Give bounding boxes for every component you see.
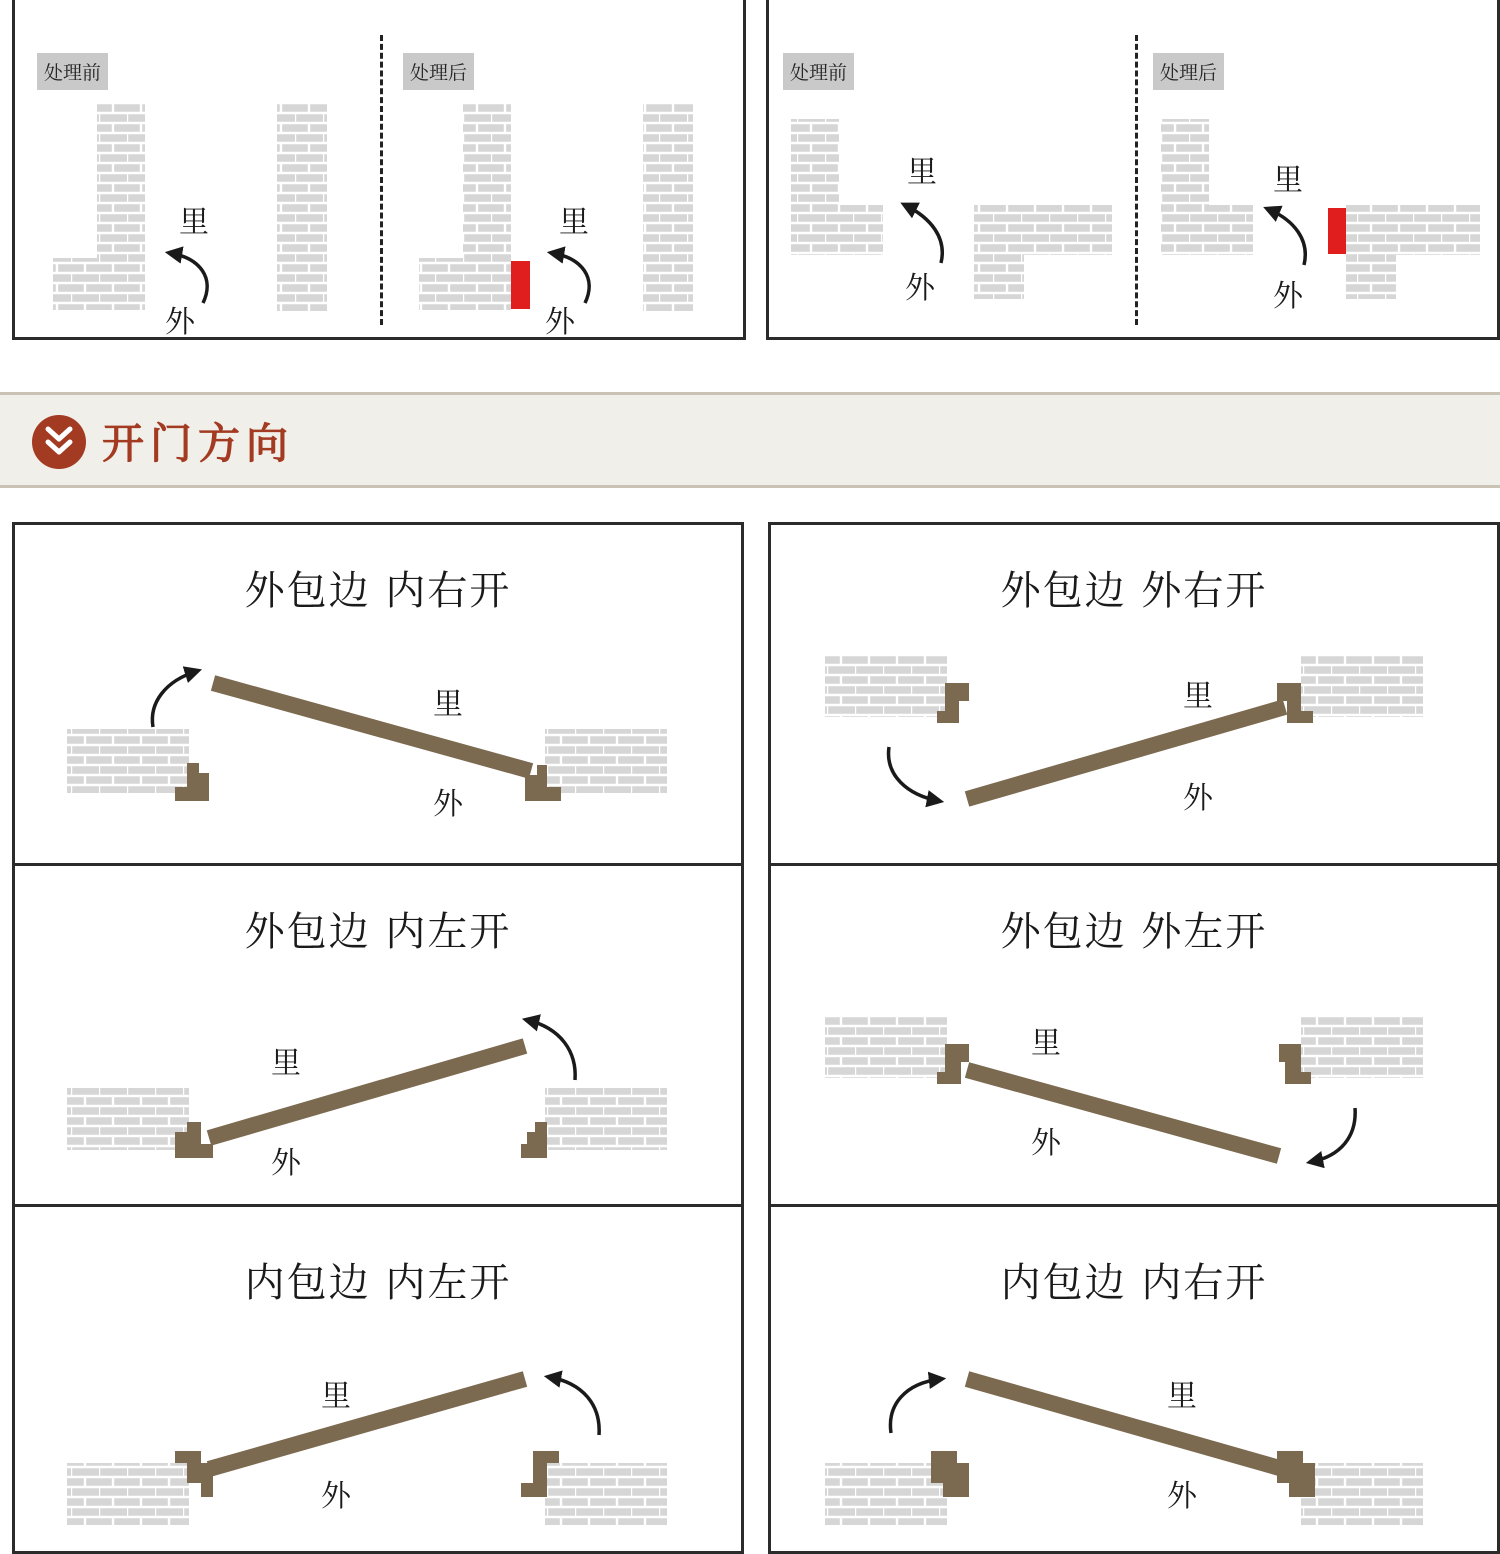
right-frame — [1277, 1451, 1315, 1497]
swing-arrow — [890, 1379, 941, 1433]
door-cell-outer-trim-outward-right — [768, 522, 1500, 866]
right-wall — [1301, 655, 1423, 717]
cell-title: 外包边 内左开 — [244, 909, 512, 955]
outer-label: 外 — [271, 1146, 301, 1181]
right-wall — [545, 729, 667, 793]
right-wall — [1301, 1016, 1423, 1078]
door-diagram — [15, 866, 744, 1207]
door-diagram — [771, 866, 1500, 1207]
door-cell-inner-trim-inward-left — [12, 1204, 744, 1554]
door-leaf — [967, 707, 1285, 799]
cell-title: 外包边 外右开 — [1000, 568, 1268, 614]
left-wall — [67, 1463, 189, 1525]
door-leaf — [967, 1379, 1283, 1469]
outer-label: 外 — [165, 305, 195, 340]
after-tag: 处理后 — [1153, 53, 1224, 90]
right-frame — [521, 1122, 547, 1158]
filler-block — [1328, 208, 1346, 254]
left-wall — [67, 1088, 189, 1150]
swing-arrow — [152, 671, 197, 727]
after-corner-wall — [1346, 205, 1480, 299]
door-cell-outer-trim-inward-right — [12, 522, 744, 866]
door-diagram — [771, 525, 1500, 866]
inner-label: 里 — [559, 205, 589, 240]
after-l-wall — [1161, 119, 1253, 255]
door-cell-inner-trim-inward-right — [768, 1204, 1500, 1554]
corner-wall-drawing — [769, 0, 1500, 340]
door-diagram — [771, 1207, 1500, 1554]
left-wall — [825, 655, 947, 717]
before-corner-wall — [974, 205, 1112, 299]
inner-label: 里 — [1167, 1379, 1197, 1414]
double-chevron-down-icon — [32, 415, 86, 469]
door-diagram — [15, 1207, 744, 1554]
swing-arrow — [549, 1377, 599, 1435]
swing-arrow — [889, 747, 939, 801]
before-tag: 处理前 — [783, 53, 854, 90]
after-l-wall — [419, 103, 511, 310]
outer-label: 外 — [1183, 781, 1213, 816]
right-wall — [1301, 1463, 1423, 1525]
cell-title: 外包边 内右开 — [244, 568, 512, 614]
door-diagram — [15, 525, 744, 866]
cell-title: 内包边 内左开 — [244, 1260, 512, 1306]
outer-label: 外 — [1273, 279, 1303, 314]
cell-title: 外包边 外左开 — [1000, 909, 1268, 955]
cell-title: 内包边 内右开 — [1000, 1260, 1268, 1306]
inner-label: 里 — [179, 205, 209, 240]
outer-label: 外 — [1031, 1126, 1061, 1161]
turn-arrow — [552, 253, 589, 303]
turn-arrow — [170, 253, 207, 303]
corner-wall-panel-3 — [766, 0, 1500, 340]
after-tag: 处理后 — [403, 53, 474, 90]
door-leaf — [213, 683, 531, 771]
right-wall — [545, 1088, 667, 1150]
outer-label: 外 — [545, 305, 575, 340]
door-leaf — [209, 1046, 525, 1138]
turn-arrow — [1268, 209, 1305, 265]
left-wall — [825, 1016, 947, 1078]
door-cell-outer-trim-outward-left — [768, 863, 1500, 1207]
swing-arrow — [527, 1020, 575, 1080]
inner-label: 里 — [907, 155, 937, 190]
door-leaf — [209, 1379, 525, 1469]
section-title: 开门方向 — [102, 419, 295, 468]
outer-label: 外 — [321, 1479, 351, 1514]
left-wall — [825, 1463, 947, 1525]
corner-wall-panel-2 — [12, 0, 746, 340]
inner-label: 里 — [321, 1379, 351, 1414]
inner-label: 里 — [271, 1046, 301, 1081]
before-l-wall — [53, 103, 145, 310]
before-right-wall — [277, 103, 327, 311]
swing-arrow — [1311, 1108, 1355, 1162]
turn-arrow — [905, 205, 942, 263]
door-cell-outer-trim-inward-left — [12, 863, 744, 1207]
right-wall — [545, 1463, 667, 1525]
inner-label: 里 — [433, 687, 463, 722]
section-header — [0, 392, 1500, 488]
left-wall — [67, 729, 189, 793]
inner-label: 里 — [1031, 1026, 1061, 1061]
corner-wall-drawing — [15, 0, 746, 340]
after-right-wall — [643, 103, 693, 311]
outer-label: 外 — [1167, 1479, 1197, 1514]
inner-label: 里 — [1273, 163, 1303, 198]
outer-label: 外 — [433, 787, 463, 822]
inner-label: 里 — [1183, 679, 1213, 714]
filler-block — [511, 261, 530, 309]
before-tag: 处理前 — [37, 53, 108, 90]
outer-label: 外 — [905, 271, 935, 306]
door-leaf — [967, 1070, 1279, 1156]
before-l-wall — [791, 119, 883, 255]
